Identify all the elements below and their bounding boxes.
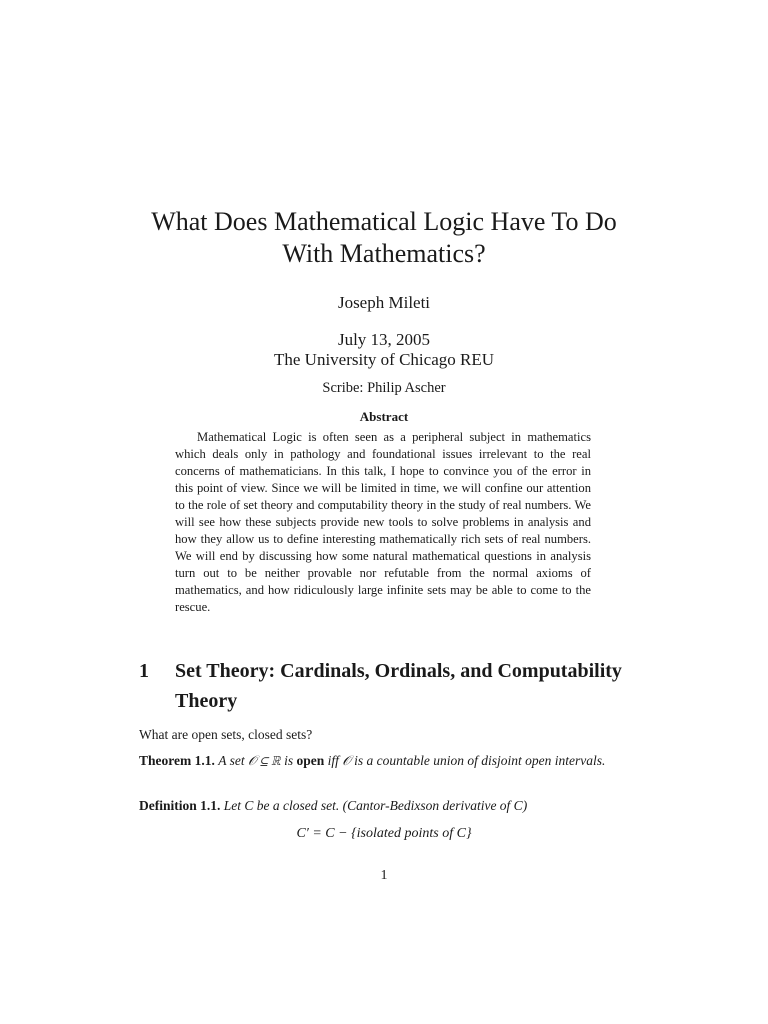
theorem-emphasis: open [296,753,325,768]
date: July 13, 2005 [337,330,431,349]
page-number: 1 [380,868,388,883]
definition-1-1 [139,797,629,815]
date-venue-block [0,330,768,370]
section-title: Set Theory: Cardinals, Ordinals, and Computability Theory [175,660,622,712]
theorem-text-after: iff 𝒪 is a countable union of disjoint open intervals. [327,753,606,768]
venue: The University of Chicago REU [273,350,494,369]
section-number: 1 [139,660,149,682]
author-name: Joseph Mileti [337,293,431,312]
theorem-label: Theorem 1.1. [139,753,215,768]
intro-question: What are open sets, closed sets? [139,727,313,742]
theorem-1-1 [139,752,629,770]
definition-label: Definition 1.1. [139,798,221,813]
title-line-2: With Mathematics? [282,239,486,268]
definition-text: Let C be a closed set. (Cantor-Bedixson derivative of C) [223,798,528,813]
abstract-heading: Abstract [359,409,409,424]
title-line-1: What Does Mathematical Logic Have To Do [151,207,617,236]
paper-title [0,206,768,270]
scribe-line: Scribe: Philip Ascher [322,380,446,396]
display-equation: C′ = C − {isolated points of C} [296,826,472,841]
abstract-text: Mathematical Logic is often seen as a peripheral subject in mathematics which deals only in pathology and foundational issues irrelevant to the real concerns of mathematicians. In this talk, I hope to convince you of the error in this point of view. Since we will be limited in time, we will confine our attention to the role of set theory and computability theory in the study of real numbers. We will see how these subjects provide new tools to solve problems in analysis and how they allow us to define interesting mathematically rich sets of real numbers. We will end by discussing how some natural mathematical questions in analysis turn out to be neither provable nor refutable from the normal axioms of mathematics, and how ridiculously large infinite sets may be able to come to the rescue. [175,430,591,614]
theorem-text-before: A set 𝒪 ⊆ ℝ is [218,753,294,768]
